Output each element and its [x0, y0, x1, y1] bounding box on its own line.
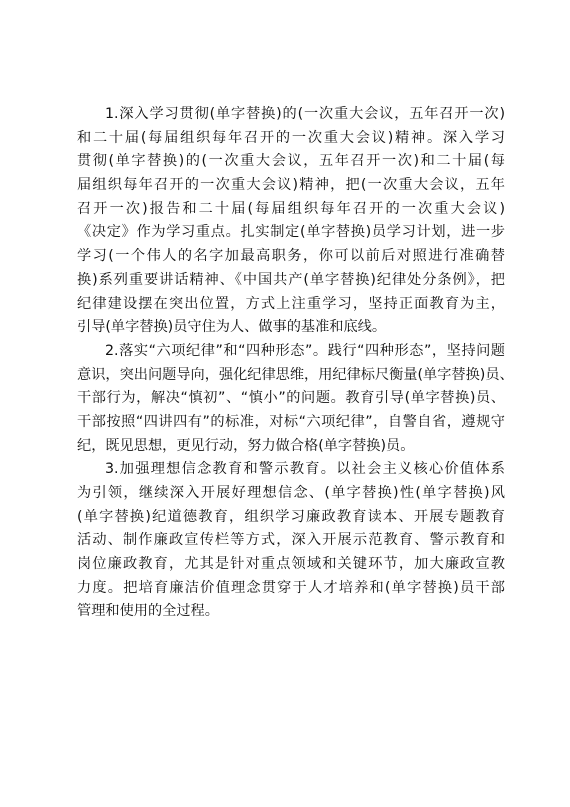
text-line: 引导(单字替换)员守住为人、做事的基准和底线。: [77, 319, 387, 336]
text-line: 管理和使用的全过程。: [77, 603, 219, 620]
text-line: 干部按照“四讲四有”的标准，对标“六项纪律”，自警自省，遵规守: [77, 413, 505, 430]
paragraph-2: [77, 340, 514, 458]
text-line: 纪，既见思想，更见行动，努力做合格(单字替换)员。: [77, 437, 415, 454]
text-line: 1.深入学习贯彻(单字替换)的(一次重大会议，五年召开一次): [105, 106, 505, 122]
text-line: 为引领，继续深入开展好理想信念、(单字替换)性(单字替换)风: [77, 485, 505, 501]
paragraph-1: [77, 103, 505, 340]
text-line: 和二十届(每届组织每年召开的一次重大会议)精神。深入学习: [77, 129, 505, 146]
text-line: 召开一次)报告和二十届(每届组织每年召开的一次重大会议): [77, 200, 505, 217]
text-line: 2.落实“六项纪律”和“四种形态”。践行“四种形态”，坚持问题: [105, 342, 505, 359]
text-line: 岗位廉政教育，尤其是针对重点领域和关键环节，加大廉政宣教: [77, 556, 505, 573]
text-line: 《决定》作为学习重点。扎实制定(单字替换)员学习计划，进一步: [77, 224, 505, 241]
text-line: 换)系列重要讲话精神、《中国共产(单字替换)纪律处分条例》，把: [77, 271, 505, 288]
text-line: 纪律建设摆在突出位置，方式上注重学习，坚持正面教育为主，: [77, 295, 505, 312]
text-line: 学习(一个伟人的名字加最高职务，你可以前后对照进行准确替: [77, 248, 505, 265]
text-line: 活动、制作廉政宣传栏等方式，深入开展示范教育、警示教育和: [77, 532, 505, 549]
text-line: 贯彻(单字替换)的(一次重大会议，五年召开一次)和二十届(每: [77, 153, 505, 170]
text-line: 力度。把培育廉洁价值理念贯穿于人才培养和(单字替换)员干部: [77, 579, 505, 596]
paragraph-3: [77, 458, 505, 624]
text-line: 干部行为，解决“慎初”、“慎小”的问题。教育引导(单字替换)员、: [77, 390, 505, 407]
text-line: 3.加强理想信念教育和警示教育。以社会主义核心价值体系: [105, 461, 505, 478]
text-line: 届组织每年召开的一次重大会议)精神，把(一次重大会议，五年: [77, 177, 505, 194]
text-line: (单字替换)纪道德教育，组织学习廉政教育读本、开展专题教育: [77, 508, 505, 525]
text-line: 意识，突出问题导向，强化纪律思维，用纪律标尺衡量(单字替换)员、: [77, 366, 514, 383]
document-body: [77, 103, 514, 624]
